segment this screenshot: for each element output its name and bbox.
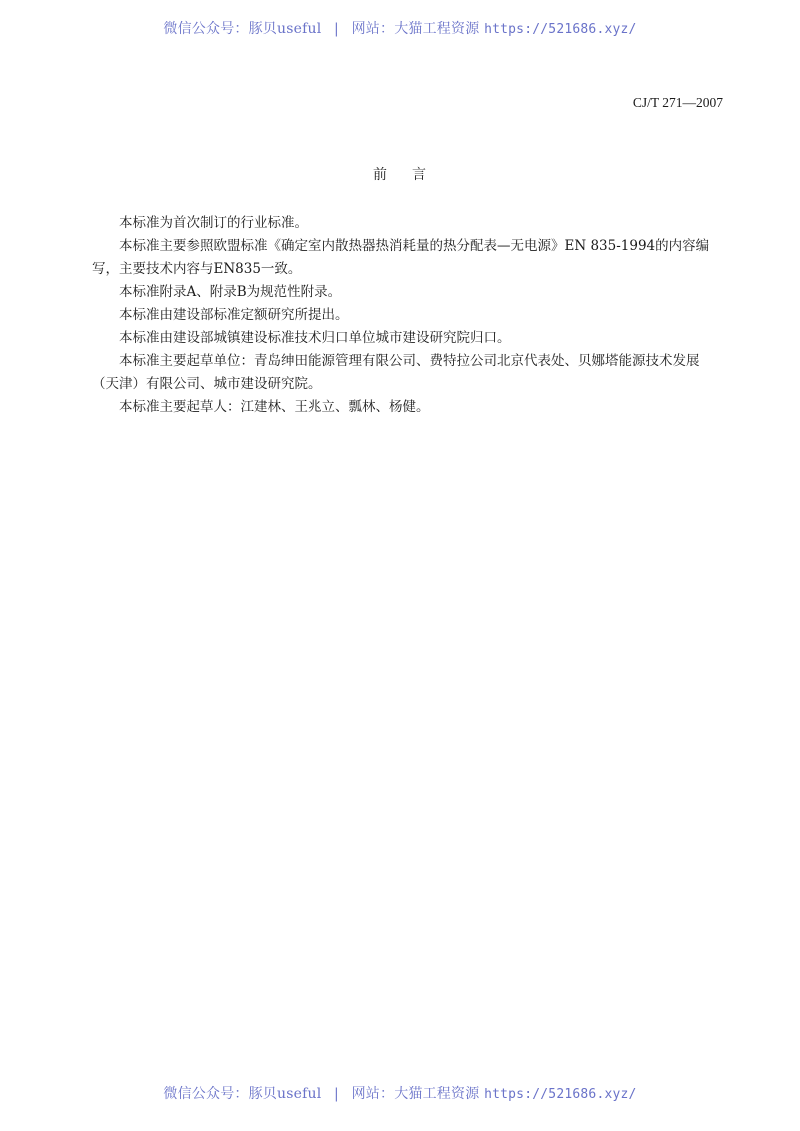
- watermark-separator: |: [334, 21, 339, 37]
- paragraph-annexes: 本标准附录A、附录B为规范性附录。: [119, 284, 342, 300]
- section-title: [0, 164, 800, 184]
- watermark-header: [0, 18, 800, 38]
- watermark-separator: |: [334, 1086, 339, 1102]
- watermark-footer: [0, 1083, 800, 1103]
- paragraph-proposed-by: 本标准由建设部标准定额研究所提出。: [119, 307, 349, 323]
- section-title-char-1: 前: [373, 167, 388, 183]
- watermark-wechat-text: 微信公众号：豚贝useful: [163, 21, 322, 37]
- standard-code: CJ/T 271—2007: [632, 95, 723, 110]
- watermark-url-link[interactable]: https://521686.xyz/: [484, 1087, 637, 1102]
- foreword-body: [92, 212, 724, 419]
- watermark-site-label: 网站：大猫工程资源: [351, 1086, 480, 1102]
- paragraph-drafters: 本标准主要起草人：江建林、王兆立、瓢林、杨健。: [119, 399, 430, 415]
- watermark-wechat-text: 微信公众号：豚贝useful: [163, 1086, 322, 1102]
- paragraph-drafting-units: 本标准主要起草单位：青岛绅田能源管理有限公司、费特拉公司北京代表处、贝娜塔能源技术发展（天津）有限公司、城市建设研究院。: [92, 353, 700, 392]
- watermark-url-link[interactable]: https://521686.xyz/: [484, 22, 637, 37]
- watermark-site-label: 网站：大猫工程资源: [351, 21, 480, 37]
- paragraph-first-edition: 本标准为首次制订的行业标准。: [119, 215, 308, 231]
- paragraph-managed-by: 本标准由建设部城镇建设标准技术归口单位城市建设研究院归口。: [119, 330, 511, 346]
- section-title-char-2: 言: [412, 167, 427, 183]
- paragraph-reference-standard: 本标准主要参照欧盟标准《确定室内散热器热消耗量的热分配表—无电源》EN 835-1994的内容编写，主要技术内容与EN835一致。: [92, 238, 710, 277]
